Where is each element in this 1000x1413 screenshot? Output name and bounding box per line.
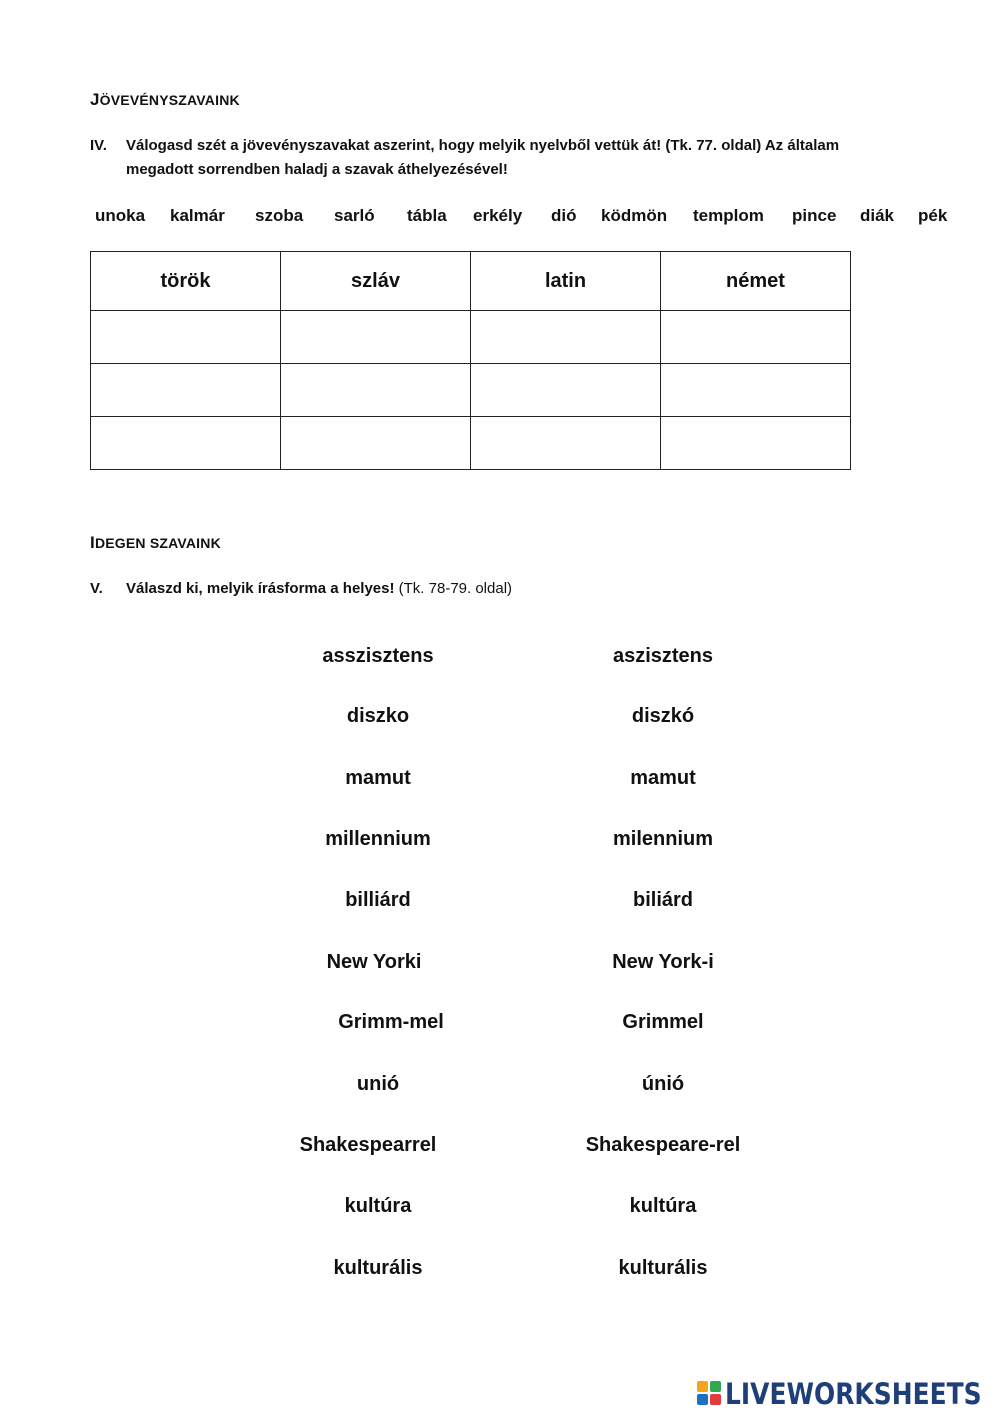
drop-cell[interactable]	[471, 417, 661, 470]
heading-initial: J	[90, 90, 100, 109]
draggable-word[interactable]: erkély	[473, 206, 523, 225]
logo-brand-text: LIVEWORKSHEETS	[725, 1377, 982, 1411]
drop-cell[interactable]	[91, 364, 281, 417]
spelling-option-left[interactable]: diszko	[346, 705, 410, 727]
table-row	[91, 417, 851, 470]
task-v-instruction	[126, 577, 826, 601]
spelling-option-left[interactable]: kultúra	[344, 1195, 412, 1217]
liveworksheets-logo	[697, 1377, 997, 1409]
spelling-option-right[interactable]: diszkó	[631, 705, 695, 727]
column-header-latin: latin	[471, 252, 661, 311]
word-bank	[95, 206, 955, 230]
drop-cell[interactable]	[91, 311, 281, 364]
heading-rest: DEGEN SZAVAINK	[94, 535, 221, 551]
heading-rest: ÖVEVÉNYSZAVAINK	[99, 92, 240, 108]
draggable-word[interactable]: unoka	[95, 206, 146, 225]
spelling-option-right[interactable]: mamut	[630, 767, 696, 789]
draggable-word[interactable]: kalmár	[170, 206, 225, 225]
drop-cell[interactable]	[91, 417, 281, 470]
draggable-word[interactable]: pince	[792, 206, 837, 225]
draggable-word[interactable]: tábla	[407, 206, 447, 225]
draggable-word[interactable]: diák	[860, 206, 895, 225]
draggable-word[interactable]: templom	[693, 206, 764, 225]
drop-cell[interactable]	[281, 417, 471, 470]
column-header-torok: török	[91, 252, 281, 311]
drop-cell[interactable]	[661, 311, 851, 364]
draggable-word[interactable]: dió	[551, 206, 577, 225]
spelling-option-right[interactable]: únió	[641, 1073, 685, 1095]
draggable-word[interactable]: ködmön	[601, 206, 668, 225]
column-header-nemet: német	[661, 252, 851, 311]
sorting-table	[90, 251, 851, 470]
task-number-v: V.	[90, 580, 103, 597]
spelling-option-left[interactable]: millennium	[325, 828, 431, 850]
drop-cell[interactable]	[281, 311, 471, 364]
spelling-option-left[interactable]: mamut	[345, 767, 411, 789]
spelling-option-right[interactable]: milennium	[612, 828, 713, 850]
liveworksheets-logo-icon	[697, 1381, 721, 1405]
spelling-option-left[interactable]: kulturális	[333, 1257, 423, 1279]
column-header-szlav: szláv	[281, 252, 471, 311]
draggable-word[interactable]: szoba	[255, 206, 304, 225]
draggable-word[interactable]: pék	[918, 206, 948, 225]
spelling-option-left[interactable]: New Yorki	[326, 951, 422, 973]
spelling-option-right[interactable]: kultúra	[629, 1195, 697, 1217]
drop-cell[interactable]	[471, 364, 661, 417]
section-heading-jovevenyszavaink	[90, 90, 240, 110]
spelling-option-right[interactable]: Grimmel	[622, 1011, 704, 1033]
section-heading-idegen-szavaink	[90, 533, 221, 553]
drop-cell[interactable]	[661, 364, 851, 417]
spelling-option-left[interactable]: asszisztens	[322, 645, 434, 667]
spelling-option-left[interactable]: Grimm-mel	[338, 1011, 444, 1033]
instruction-line-2: megadott sorrendben haladj a szavak áthelyezésével!	[126, 161, 508, 178]
drop-cell[interactable]	[281, 364, 471, 417]
spelling-option-left[interactable]: Shakespearrel	[299, 1134, 437, 1156]
table-row	[91, 364, 851, 417]
task-number-iv: IV.	[90, 137, 107, 154]
instruction-line-1: Válogasd szét a jövevényszavakat aszerint, hogy melyik nyelvből vettük át! (Tk. 77. oldal) Az általam	[126, 137, 840, 154]
spelling-option-right[interactable]: biliárd	[632, 889, 693, 911]
drop-cell[interactable]	[471, 311, 661, 364]
table-header-row	[91, 252, 851, 311]
spelling-option-right[interactable]: aszisztens	[612, 645, 714, 667]
instruction-bold: Válaszd ki, melyik írásforma a helyes!	[126, 580, 395, 597]
draggable-word[interactable]: sarló	[334, 206, 375, 225]
spelling-option-right[interactable]: New York-i	[612, 951, 714, 973]
heading-initial: I	[90, 533, 95, 552]
drop-cell[interactable]	[661, 417, 851, 470]
table-row	[91, 311, 851, 364]
spelling-option-left[interactable]: billiárd	[345, 889, 411, 911]
instruction-reference: (Tk. 78-79. oldal)	[394, 580, 513, 597]
spelling-option-right[interactable]: Shakespeare-rel	[585, 1134, 741, 1156]
spelling-option-left[interactable]: unió	[356, 1073, 400, 1095]
task-iv-instruction	[126, 134, 926, 182]
spelling-option-right[interactable]: kulturális	[618, 1257, 708, 1279]
